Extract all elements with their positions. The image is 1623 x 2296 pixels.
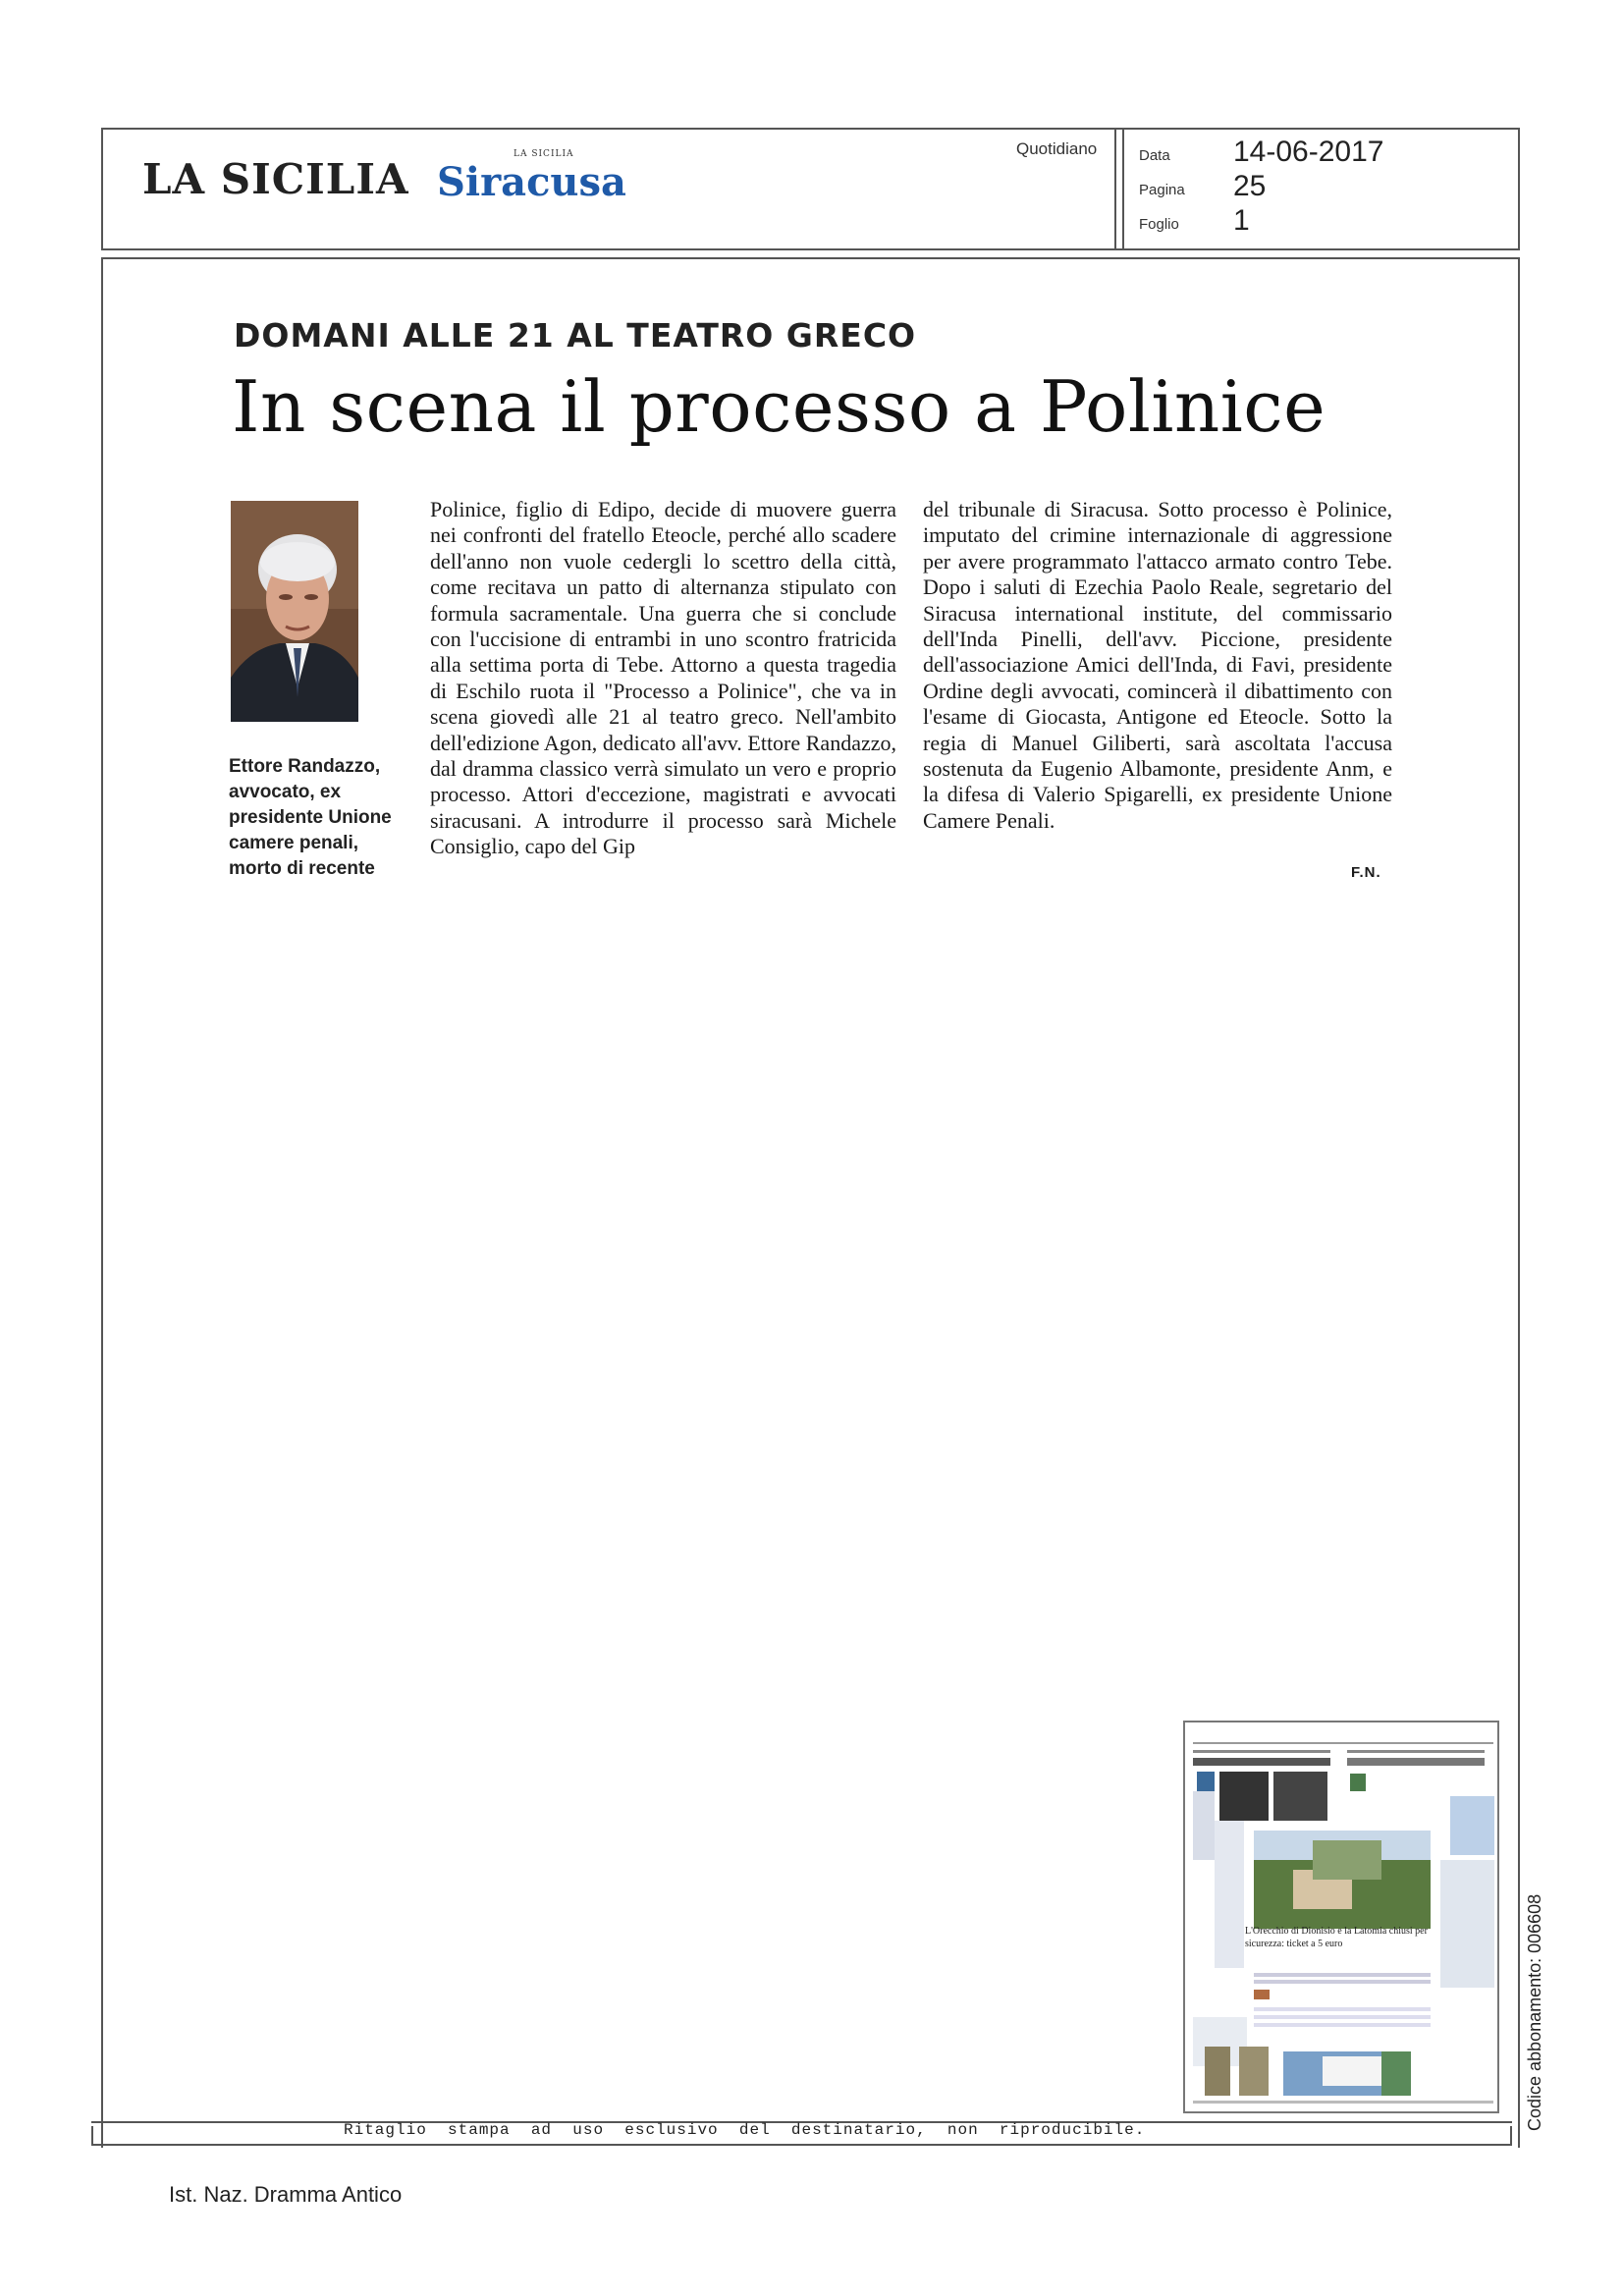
disclaimer-text: Ritaglio stampa ad uso esclusivo del destinatario, non riproducibile. bbox=[344, 2121, 1146, 2139]
page-thumbnail bbox=[1183, 1721, 1499, 2113]
meta-page-row bbox=[1139, 170, 1512, 204]
newspaper-logo-small: LA SICILIA bbox=[514, 149, 574, 159]
date-value: 14-06-2017 bbox=[1233, 136, 1384, 168]
article-kicker: DOMANI ALLE 21 AL TEATRO GRECO bbox=[234, 316, 917, 355]
page-value: 25 bbox=[1233, 170, 1267, 202]
portrait-photo bbox=[231, 501, 358, 722]
sheet-label: Foglio bbox=[1139, 216, 1179, 233]
edition-name: Siracusa bbox=[437, 159, 626, 205]
thumbnail-caption: L'Orecchio di Dionisio e la Latomia chiusi per sicurezza: ticket a 5 euro bbox=[1245, 1926, 1428, 1949]
publication-type: Quotidiano bbox=[1016, 139, 1098, 158]
sheet-value: 1 bbox=[1233, 204, 1250, 237]
article-column-1: Polinice, figlio di Edipo, decide di muovere guerra nei confronti del fratello Eteocle, perché allo scadere dell'anno non vuole cedergli lo scettro della città, come recitava un patto di alternanza stipulato con formula sacramentale. Una guerra che si conclude con l'uccisione di entrambi in uno scontro fratricida alla settima porta di Tebe. Attorno a questa tragedia di Eschilo ruota il "Processo a Polinice", che va in scena giovedì alle 21 al teatro greco. Nell'ambito dell'edizione Agon, dedicato all'avv. Ettore Randazzo, dal dramma classico verrà simulato un vero e proprio processo. Attori d'eccezione, magistrati e avvocati siracusani. A introdurre il processo sarà Michele Consiglio, capo del Gip bbox=[430, 497, 896, 859]
source-label: Ist. Naz. Dramma Antico bbox=[169, 2182, 403, 2207]
article-headline: In scena il processo a Polinice bbox=[232, 365, 1326, 448]
article-column-2: del tribunale di Siracusa. Sotto processo è Polinice, imputato del crimine internazionale di aggressione per avere programmato l'attacco armato contro Tebe. Dopo i saluti di Ezechia Paolo Reale, segretario del Siracusa international institute, del commissario dell'Inda Pinelli, dell'avv. Piccione, presidente dell'associazione Amici dell'Inda, di Favi, presidente Ordine degli avvocati, comincerà il dibattimento con l'esame di Giocasta, Antigone ed Eteocle. Sotto la regia di Manuel Giliberti, sarà ascoltata l'accusa sostenuta da Eugenio Albamonte, presidente Anm, e la difesa di Valerio Spigarelli, ex presidente Unione Camere Penali. bbox=[923, 497, 1392, 833]
photo-caption: Ettore Randazzo, avvocato, ex presidente Unione camere penali, morto di recente bbox=[229, 756, 392, 879]
header-box bbox=[101, 128, 1520, 250]
header-divider bbox=[1114, 130, 1116, 248]
header-divider bbox=[1122, 130, 1124, 248]
subscription-code: Codice abbonamento: 006608 bbox=[1525, 1893, 1544, 2131]
metadata-block bbox=[1139, 136, 1512, 239]
meta-date-row bbox=[1139, 136, 1512, 170]
page-label: Pagina bbox=[1139, 182, 1185, 198]
date-label: Data bbox=[1139, 147, 1170, 164]
author-signature: F.N. bbox=[1351, 864, 1381, 881]
meta-sheet-row bbox=[1139, 204, 1512, 239]
newspaper-logo: LA SICILIA bbox=[142, 155, 409, 203]
